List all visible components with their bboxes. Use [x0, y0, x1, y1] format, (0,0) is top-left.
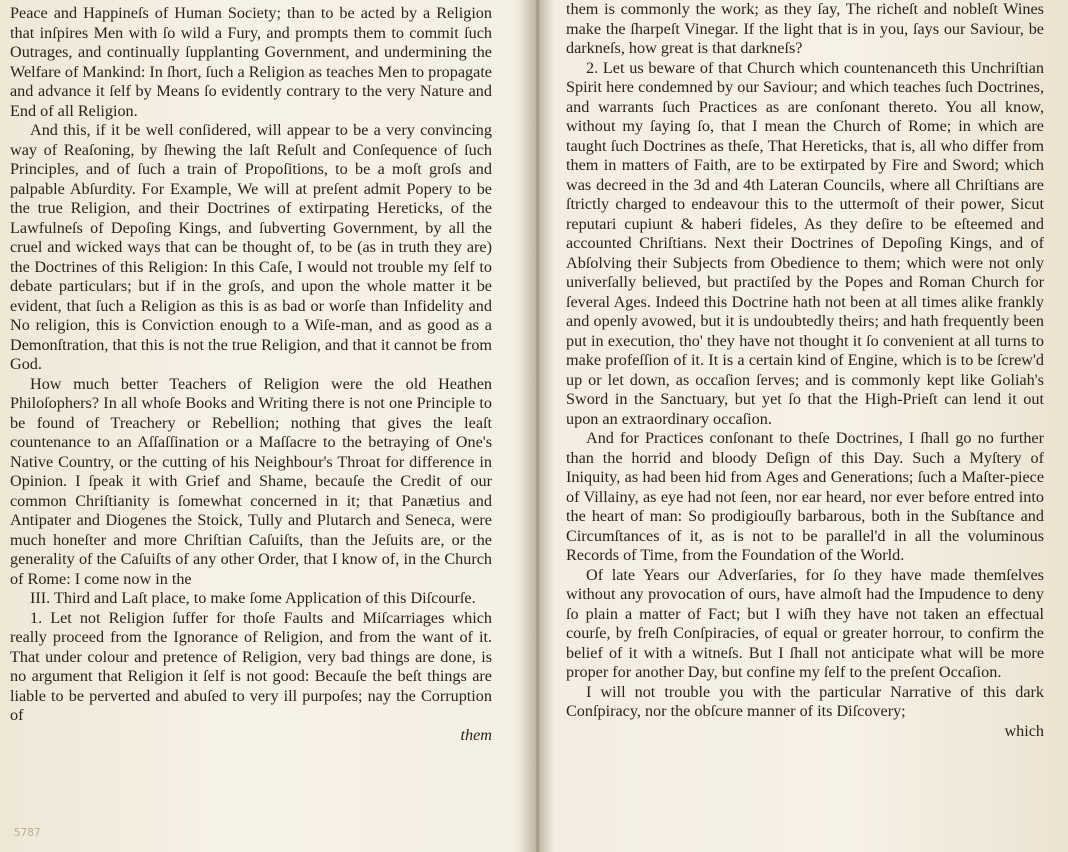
- left-paragraph-5: 1. Let not Religion ſuffer for thoſe Faults and Miſcarriages which really proceed from the Ignorance of Religion, and from the want of it. That under colour and pretence of Religion, very bad things are done, is no argument that Religion it ſelf is not good: Becauſe the beſt things are liable to be perverted and abuſed to very ill purpoſes; nay the Corruption of: [10, 608, 492, 724]
- left-paragraph-2: And this, if it be well conſidered, will appear to be a very convincing way of Reaſoning, by ſhewing the laſt Reſult and Conſequence of ſuch Principles, and of ſuch a train of Propoſitions, to be a moſt groſs and palpable Abſurdity. For Example, We will at preſent admit Popery to be the true Religion, and their Doctrines of extirpating Hereticks, of the Lawfulneſs of Depoſing Kings, and ſubverting Government, by all the cruel and wicked ways that can be thought of, to be (as in truth they are) the Doctrines of this Religion: In this Caſe, I would not trouble my ſelf to debate particulars; but if in the groſs, and upon the whole matter it be evident, that ſuch a Religion as this is as bad or worſe than Infidelity and No religion, this is Conviction enough to a Wiſe-man, and as good as a Demonſtration, that this is not the true Religion, and that it cannot be from God.: [10, 121, 492, 373]
- left-page: [10, 0, 492, 852]
- right-paragraph-3: And for Practices conſonant to theſe Doctrines, I ſhall go no further than the horrid and bloody Deſign of this Day. Such a Myſtery of Iniquity, as had been hid from Ages and Generations; ſuch a Maſter-piece of Villainy, as eye had not ſeen, nor ear heard, nor ever before entred into the heart of man: So prodigiouſly barbarous, both in the Subſtance and Circumſtances of it, as is not to be parallel'd in all the voluminous Records of Time, from the Foundation of the World.: [566, 429, 1044, 564]
- right-paragraph-1: them is commonly the work; as they ſay, The richeſt and nobleſt Wines make the ſharpeſt Vinegar. If the light that is in you, ſays our Saviour, be darkneſs, how great is that darkneſs?: [566, 0, 1044, 57]
- library-stamp: 5787: [14, 826, 41, 839]
- right-paragraph-4: Of late Years our Adverſaries, for ſo they have made themſelves without any provocation of ours, have almoſt had the Impudence to deny ſo plain a matter of Fact; but I wiſh they have not taken an effectual courſe, by freſh Conſpiracies, of equal or greater horrour, to confirm the belief of it with a witneſs. But I ſhall not anticipate what will be more proper for another Day, but confine my ſelf to the preſent Occaſion.: [566, 565, 1044, 681]
- left-catchword: them: [460, 725, 492, 744]
- right-catchword: which: [1004, 721, 1044, 740]
- right-page: [566, 0, 1044, 852]
- book-gutter: [520, 0, 554, 852]
- right-paragraph-2: 2. Let us beware of that Church which countenanceth this Unchriſtian Spirit here condemned by our Saviour; and which teaches ſuch Doctrines, and warrants ſuch Practices as are conſonant thereto. You all know, without my ſaying ſo, that I mean the Church of Rome; in which are taught ſuch Doctrines as theſe, That Hereticks, that is, all who differ from them in matters of Faith, are to be extirpated by Fire and Sword; which was decreed in the 3d and 4th Lateran Councils, where all Chriſtians are ſtrictly charged to endeavour this to the uttermoſt of their power, Sicut reputari cupiunt & haberi fideles, As they deſire to be eſteemed and accounted Chriſtians. Next their Doctrines of Depoſing Kings, and of Abſolving their Subjects from Obedience to them; which were not only univerſally believed, but practiſed by the Popes and Roman Church for ſeveral Ages. Indeed this Doctrine hath not been at all times alike frankly and openly avowed, but it is undoubtedly theirs; and hath frequently been put in execution, tho' they have not thought it ſo convenient at all turns to make profeſſion of it. It is a certain kind of Engine, which is to be ſcrew'd up or let down, as occaſion ſerves; and is commonly kept like Goliah's Sword in the Sanctuary, but yet ſo that the High-Prieſt can lend it out upon an extraordinary occaſion.: [566, 58, 1044, 428]
- left-paragraph-1: Peace and Happineſs of Human Society; than to be acted by a Religion that inſpires Men with ſo wild a Fury, and prompts them to commit ſuch Outrages, and continually ſupplanting Government, and undermining the Welfare of Mankind: In ſhort, ſuch a Religion as teaches Men to propagate and advance it ſelf by Means ſo evidently contrary to the very Nature and End of all Religion.: [10, 4, 492, 120]
- left-paragraph-3: How much better Teachers of Religion were the old Heathen Philoſophers? In all whoſe Books and Writing there is not one Principle to be found of Treachery or Rebellion; nothing that gives the leaſt countenance to an Aſſaſſination or a Maſſacre to the betraying of One's Native Country, or the cutting of his Neighbour's Throat for difference in Opinion. I ſpeak it with Grief and Shame, becauſe the Credit of our common Chriſtianity is ſomewhat concerned in it; that Panætius and Antipater and Diogenes the Stoick, Tully and Plutarch and Seneca, were much honeſter and more Chriſtian Caſuiſts, than the Jeſuits are, or the generality of the Caſuiſts of any other Order, that I know of, in the Church of Rome: I come now in the: [10, 374, 492, 588]
- left-paragraph-4: III. Third and Laſt place, to make ſome Application of this Diſcourſe.: [30, 589, 476, 607]
- right-paragraph-5: I will not trouble you with the particular Narrative of this dark Conſpiracy, nor the obſcure manner of its Diſcovery;: [566, 682, 1044, 720]
